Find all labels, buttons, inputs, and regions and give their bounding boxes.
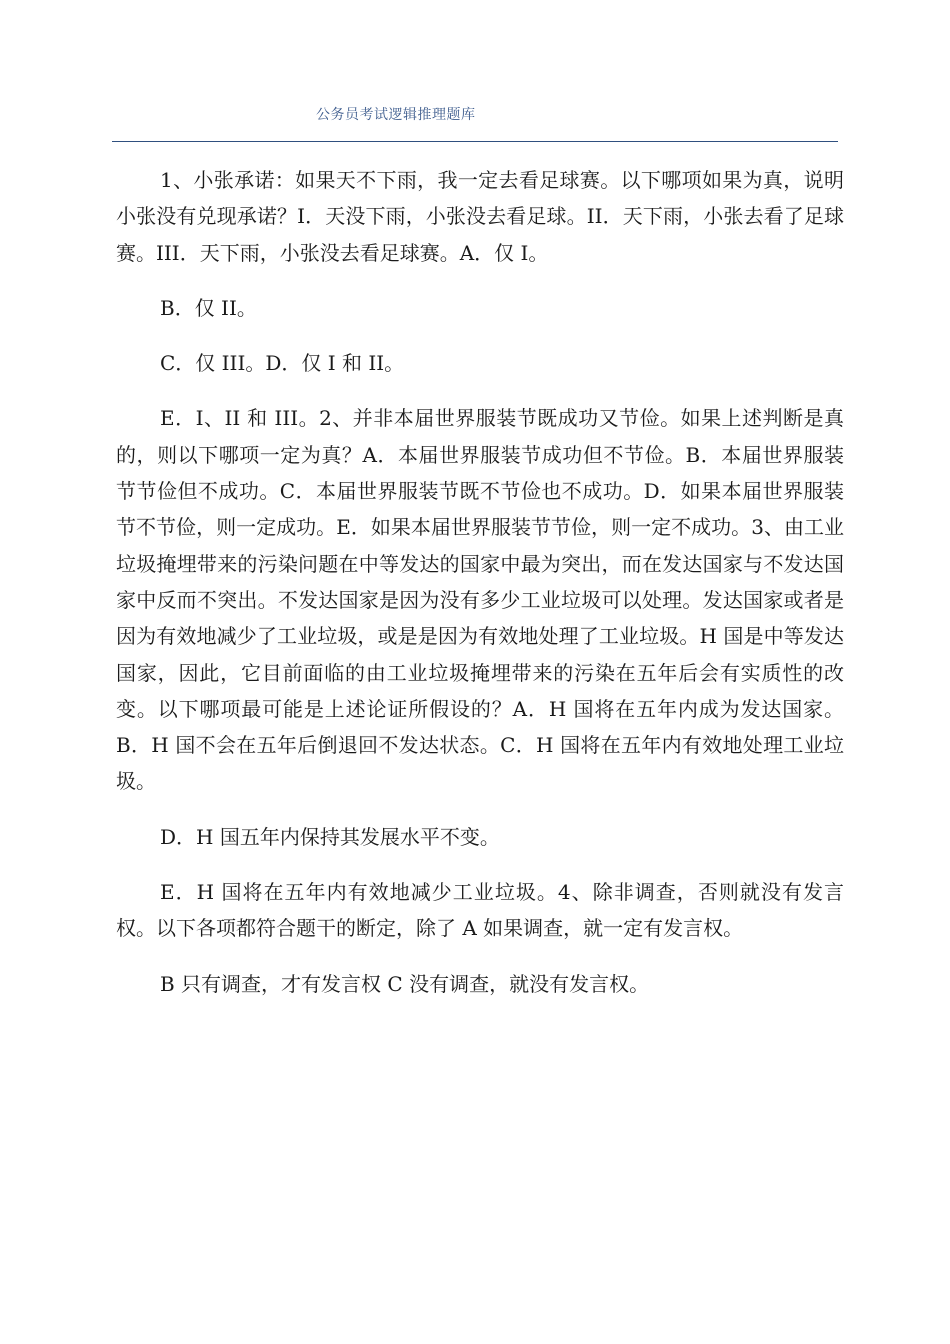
paragraph-6: E．H 国将在五年内有效地减少工业垃圾。4、除非调查，否则就没有发言权。以下各项都符合题干的断定，除了 A 如果调查，就一定有发言权。 [116,880,844,941]
document-body [116,162,844,1021]
page-header-title: 公务员考试逻辑推理题库 [316,107,476,123]
paragraph-7: B 只有调查，才有发言权 C 没有调查，就没有发言权。 [160,971,650,996]
paragraph-4: E．I、II 和 III。2、并非本届世界服装节既成功又节俭。如果上述判断是真的，则以下哪项一定为真？A．本届世界服装节成功但不节俭。B．本届世界服装节节俭但不成功。C．本届世界服装节既不节俭也不成功。D．如果本届世界服装节不节俭，则一定成功。E．如果本届世界服装节节俭，则一定不成功。3、由工业垃圾掩埋带来的污染问题在中等发达的国家中最为突出，而在发达国家与不发达国家中反而不突出。不发达国家是因为没有多少工业垃圾可以处理。发达国家或者是因为有效地减少了工业垃圾，或是是因为有效地处理了工业垃圾。H 国是中等发达国家，因此，它目前面临的由工业垃圾掩埋带来的污染在五年后会有实质性的改变。以下哪项最可能是上述论证所假设的？A．H 国将在五年内成为发达国家。B．H 国不会在五年后倒退回不发达状态。C．H 国将在五年内有效地处理工业垃圾。 [116,406,844,794]
header-divider [112,141,838,142]
paragraph-2: B．仅 II。 [160,295,257,320]
paragraph-1: 1、小张承诺：如果天不下雨，我一定去看足球赛。以下哪项如果为真，说明小张没有兑现承诺？I．天没下雨，小张没去看足球。II．天下雨，小张去看了足球赛。III．天下雨，小张没去看足球赛。A．仅 I。 [116,168,844,265]
paragraph-3: C．仅 III。D．仅 I 和 II。 [160,351,405,376]
paragraph-5: D．H 国五年内保持其发展水平不变。 [160,824,500,849]
